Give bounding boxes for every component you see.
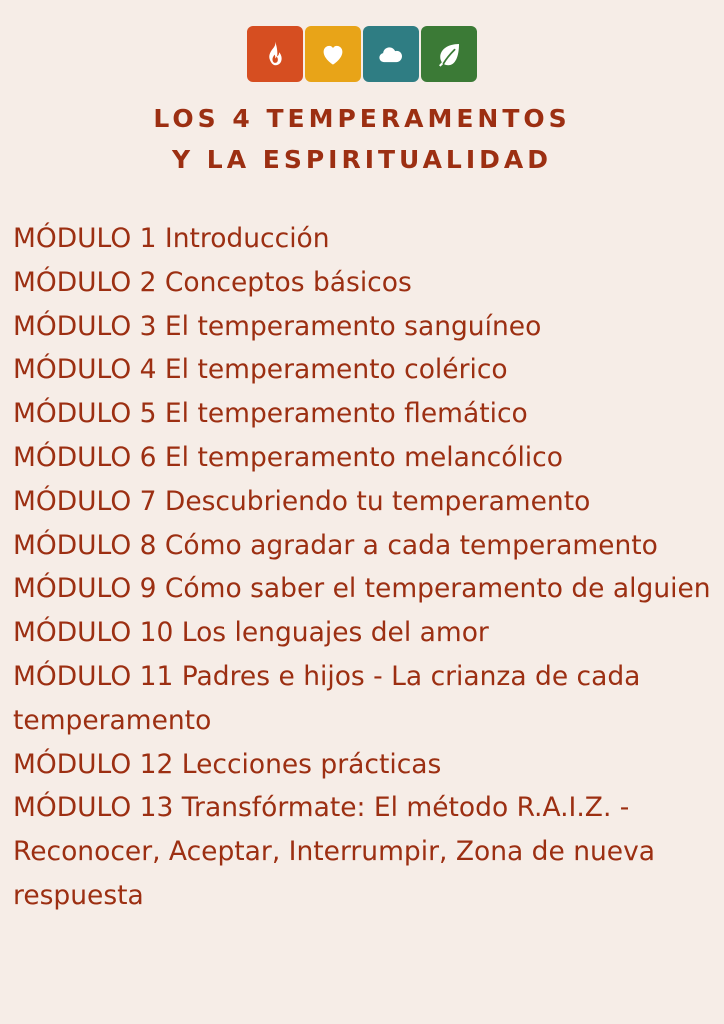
cloud-tile bbox=[363, 26, 419, 82]
module-item-8: MÓDULO 8 Cómo agradar a cada temperamento bbox=[13, 529, 658, 561]
temperament-icons bbox=[0, 26, 724, 82]
module-item-10: MÓDULO 10 Los lenguajes del amor bbox=[13, 617, 489, 649]
fire-tile bbox=[247, 26, 303, 82]
module-item-3: MÓDULO 3 El temperamento sanguíneo bbox=[13, 310, 542, 342]
module-item-6: MÓDULO 6 El temperamento melancólico bbox=[13, 441, 563, 473]
fire-icon bbox=[260, 39, 290, 69]
module-item-7: MÓDULO 7 Descubriendo tu temperamento bbox=[13, 485, 591, 517]
leaf-icon bbox=[434, 39, 464, 69]
leaf-tile bbox=[421, 26, 477, 82]
module-item-11: MÓDULO 11 Padres e hijos - La crianza de cada temperamento bbox=[13, 660, 641, 736]
title-line-1: LOS 4 TEMPERAMENTOS bbox=[153, 104, 571, 133]
module-item-12: MÓDULO 12 Lecciones prácticas bbox=[13, 748, 442, 780]
heart-tile bbox=[305, 26, 361, 82]
module-list bbox=[13, 217, 713, 918]
module-item-9: MÓDULO 9 Cómo saber el temperamento de alguien bbox=[13, 573, 711, 605]
cloud-icon bbox=[376, 39, 406, 69]
module-item-2: MÓDULO 2 Conceptos básicos bbox=[13, 266, 412, 298]
module-item-5: MÓDULO 5 El temperamento flemático bbox=[13, 398, 528, 430]
module-item-1: MÓDULO 1 Introducción bbox=[13, 223, 330, 254]
title-line-2: Y LA ESPIRITUALIDAD bbox=[171, 145, 553, 174]
module-item-4: MÓDULO 4 El temperamento colérico bbox=[13, 354, 508, 386]
page-title bbox=[0, 98, 724, 180]
heart-icon bbox=[318, 39, 348, 69]
module-item-13: MÓDULO 13 Transfórmate: El método R.A.I.Z. - Reconocer, Aceptar, Interrumpir, Zona de nueva respuesta bbox=[13, 792, 656, 911]
